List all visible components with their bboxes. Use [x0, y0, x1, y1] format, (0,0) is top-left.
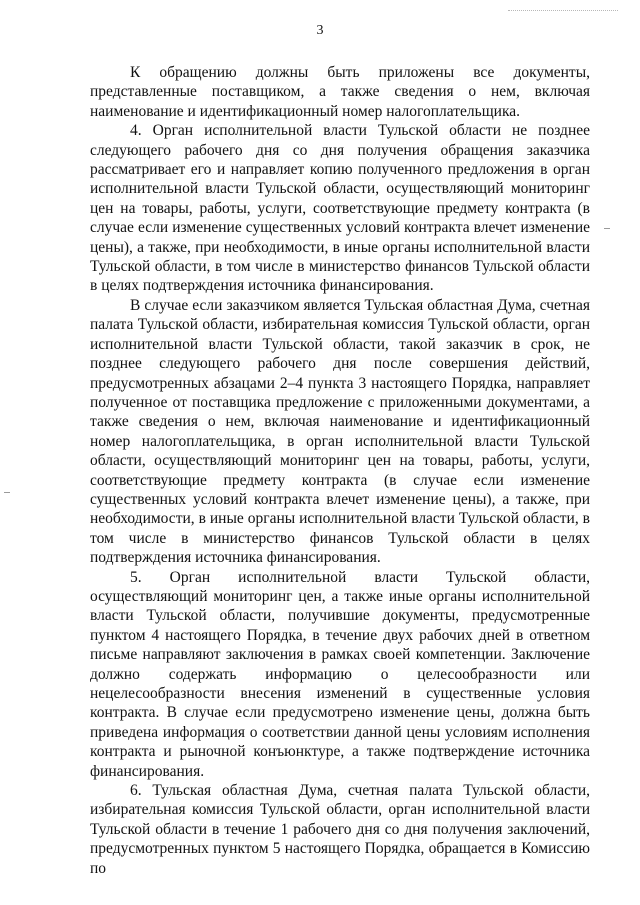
paragraph-item-4: 4. Орган исполнительной власти Тульской области не позднее следующего рабочего дня со дня получения обращения заказчика рассматривает его и направляет копию полученного предложения в орган исполнительной власти Тульской области, осуществляющий мониторинг цен на товары, работы, услуги, соответствующие предмету контракта (в случае если изменение существенных условий контракта влечет изменение цены), а также, при необходимости, в иные органы исполнительной власти Тульской области, в том числе в министерство финансов Тульской области в целях подтверждения источника финансирования. [90, 122, 590, 295]
document-body [90, 63, 590, 878]
paragraph-item-5: 5. Орган исполнительной власти Тульской области, осуществляющий мониторинг цен, а также иные органы исполнительной власти Тульской области, получившие документы, предусмотренные пунктом 4 настоящего Порядка, в течение двух рабочих дней в ответном письме направляют заключения в рамках своей компетенции. Заключение должно содержать информацию о целесообразности или нецелесообразности внесения изменений в существенные условия контракта. В случае если предусмотрено изменение цены, должна быть приведена информация о соответствии данной цены условиям исполнения контракта и рыночной конъюнктуре, а также подтверждение источника финансирования. [90, 568, 590, 780]
paragraph-attachments: К обращению должны быть приложены все документы, представленные поставщиком, а также сведения о нем, включая наименование и идентификационный номер налогоплательщика. [90, 64, 590, 120]
scan-artifact [508, 10, 618, 13]
margin-tick [604, 228, 610, 229]
paragraph-customer-duma: В случае если заказчиком является Тульская областная Дума, счетная палата Тульской области, избирательная комиссия Тульской области, орган исполнительной власти Тульской области, такой заказчик в срок, не позднее следующего рабочего дня после совершения действий, предусмотренных абзацами 2–4 пункта 3 настоящего Порядка, направляет полученное от поставщика предложение с приложенными документами, а также сведения о нем, включая наименование и идентификационный номер налогоплательщика, в орган исполнительной власти Тульской области, осуществляющий мониторинг цен на товары, работы, услуги, соответствующие предмету контракта (в случае если изменение существенных условий контракта влечет изменение цены), а также, при необходимости, в иные органы исполнительной власти Тульской области, в том числе в министерство финансов Тульской области в целях подтверждения источника финансирования. [90, 296, 590, 567]
paragraph-item-6: 6. Тульская областная Дума, счетная палата Тульской области, избирательная комиссия Тульской области, орган исполнительной власти Тульской области в течение 1 рабочего дня со дня получения заключений, предусмотренных пунктом 5 настоящего Порядка, обращается в Комиссию по [90, 782, 590, 877]
margin-tick [4, 492, 10, 493]
page-number: 3 [316, 23, 324, 38]
